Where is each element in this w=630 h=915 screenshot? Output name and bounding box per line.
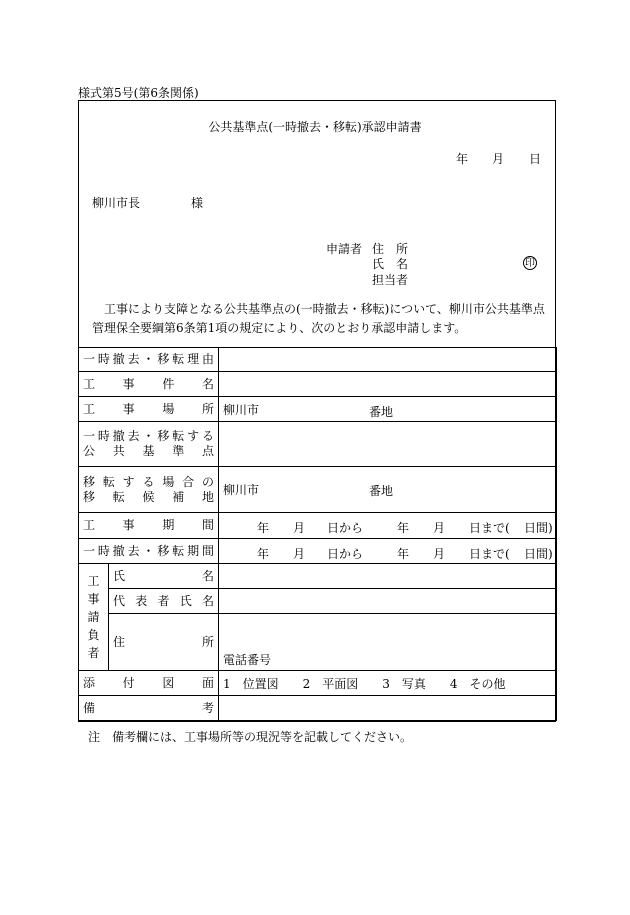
location-city: 柳川市 bbox=[223, 402, 260, 417]
body-text: 工事により支障となる公共基準点の(一時撤去・移転)について、柳川市公共基準点管理保全要綱第6条第1項の規定により、次のとおり承認申請します。 bbox=[92, 302, 545, 335]
row-work-period bbox=[79, 513, 557, 539]
removal-period-field[interactable] bbox=[219, 539, 557, 564]
candidate-label bbox=[79, 467, 219, 513]
row-points bbox=[79, 422, 557, 467]
removal-period-month2: 月 bbox=[433, 547, 446, 561]
addressee-name: 柳川市長 bbox=[92, 196, 141, 210]
location-label: 工事場所 bbox=[79, 397, 219, 422]
project-name-field[interactable] bbox=[219, 372, 557, 397]
contractor-label-char5: 者 bbox=[87, 646, 100, 660]
applicant-person-label: 担当者 bbox=[372, 273, 409, 287]
work-period-year2: 年 bbox=[397, 521, 410, 535]
phone-label: 電話番号 bbox=[223, 653, 272, 667]
work-period-month2: 月 bbox=[433, 521, 446, 535]
candidate-label-line1: 移転する場合の bbox=[83, 474, 215, 489]
work-period-day2: 日まで( bbox=[469, 521, 510, 535]
application-table bbox=[78, 347, 557, 721]
contractor-label-char1: 工 bbox=[87, 574, 100, 588]
points-label bbox=[79, 422, 219, 467]
remarks-field[interactable] bbox=[219, 696, 557, 721]
points-field[interactable] bbox=[219, 422, 557, 467]
row-contractor-rep bbox=[79, 589, 557, 614]
form-number: 様式第5号(第6条関係) bbox=[78, 86, 199, 100]
points-label-line1: 一時撤去・移転する bbox=[83, 429, 215, 443]
points-label-line2: 公共基準点 bbox=[83, 444, 215, 458]
work-period-days: 日間) bbox=[524, 521, 553, 535]
removal-period-year1: 年 bbox=[257, 547, 270, 561]
reason-label: 一時撤去・移転理由 bbox=[79, 348, 219, 372]
row-contractor-address bbox=[79, 614, 557, 671]
addressee-suffix: 様 bbox=[191, 196, 204, 210]
removal-period-days: 日間) bbox=[524, 547, 553, 561]
candidate-label-line2: 移転候補地 bbox=[83, 489, 215, 504]
row-contractor-name bbox=[79, 564, 557, 589]
project-name-label: 工事件名 bbox=[79, 372, 219, 397]
contractor-address-field[interactable] bbox=[219, 614, 557, 671]
applicant-name-label: 氏 名 bbox=[372, 257, 409, 271]
removal-period-day2: 日まで( bbox=[469, 547, 510, 561]
candidate-field[interactable] bbox=[219, 467, 557, 513]
contractor-label bbox=[79, 564, 109, 671]
document-title: 公共基準点(一時撤去・移転)承認申請書 bbox=[208, 120, 422, 134]
row-removal-period bbox=[79, 539, 557, 564]
work-period-day1: 日から bbox=[327, 521, 364, 535]
row-project-name bbox=[79, 372, 557, 397]
remarks-label: 備考 bbox=[79, 696, 219, 721]
date-month-label: 月 bbox=[492, 152, 505, 166]
contractor-rep-label: 代表者氏名 bbox=[109, 589, 219, 614]
contractor-label-char3: 請 bbox=[87, 610, 100, 624]
row-candidate bbox=[79, 467, 557, 513]
location-field[interactable] bbox=[219, 397, 557, 422]
candidate-city: 柳川市 bbox=[223, 483, 260, 497]
attachments-label: 添付図面 bbox=[79, 671, 219, 696]
reason-field[interactable] bbox=[219, 348, 557, 372]
work-period-year1: 年 bbox=[257, 521, 270, 535]
applicant-address-label: 住 所 bbox=[372, 242, 409, 256]
contractor-name-label: 氏名 bbox=[109, 564, 219, 589]
removal-period-day1: 日から bbox=[327, 547, 364, 561]
work-period-label: 工事期間 bbox=[79, 513, 219, 539]
removal-period-label: 一時撤去・移転期間 bbox=[79, 539, 219, 564]
date-day-label: 日 bbox=[529, 152, 542, 166]
contractor-label-char4: 負 bbox=[87, 628, 100, 642]
removal-period-year2: 年 bbox=[397, 547, 410, 561]
date-year-label: 年 bbox=[456, 152, 469, 166]
contractor-address-label: 住所 bbox=[109, 614, 219, 671]
candidate-suffix: 番地 bbox=[369, 484, 394, 498]
row-reason bbox=[79, 348, 557, 372]
removal-period-month1: 月 bbox=[293, 547, 306, 561]
row-attachments bbox=[79, 671, 557, 696]
attachments-field: 1 位置図 2 平面図 3 写真 4 その他 bbox=[219, 671, 557, 696]
row-remarks bbox=[79, 696, 557, 721]
location-suffix: 番地 bbox=[369, 405, 394, 419]
work-period-field[interactable] bbox=[219, 513, 557, 539]
footnote: 注 備考欄には、工事場所等の現況等を記載してください。 bbox=[88, 730, 413, 744]
applicant-label: 申請者 bbox=[326, 242, 363, 256]
work-period-month1: 月 bbox=[293, 521, 306, 535]
row-location bbox=[79, 397, 557, 422]
seal-mark: 印 bbox=[525, 258, 535, 269]
contractor-rep-field[interactable] bbox=[219, 589, 557, 614]
contractor-name-field[interactable] bbox=[219, 564, 557, 589]
contractor-label-char2: 事 bbox=[87, 592, 100, 606]
